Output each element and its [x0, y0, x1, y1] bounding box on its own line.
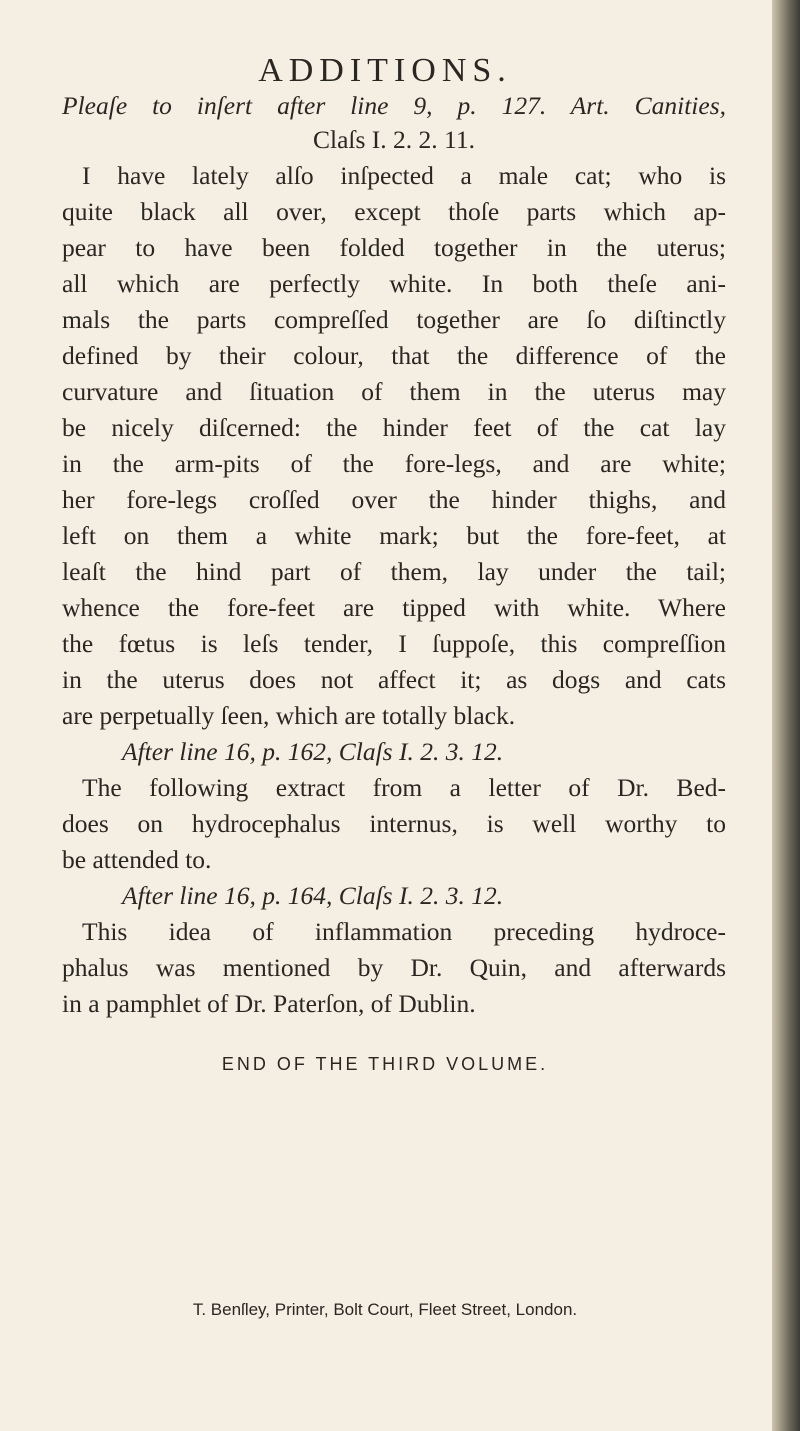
text-line: in a pamphlet of Dr. Paterſon, of Dublin.: [62, 989, 476, 1018]
text-line: all which are perfectly white. In both theſe ani-: [62, 269, 726, 298]
text-line: curvature and ſituation of them in the uterus may: [62, 377, 726, 406]
text-line: Claſs I. 2. 2. 11.: [313, 125, 475, 154]
text-line: left on them a white mark; but the fore-feet, at: [62, 521, 726, 550]
section-heading: After line 16, p. 164, Claſs I. 2. 3. 12.: [122, 881, 504, 910]
text-line: quite black all over, except thoſe parts which ap-: [62, 197, 726, 226]
text-line: mals the parts compreſſed together are ſo diſtinctly: [62, 305, 726, 334]
text-line: This idea of inflammation preceding hydroce-: [82, 917, 726, 946]
end-of-volume-note: END OF THE THIRD VOLUME.: [221, 1054, 549, 1074]
section-heading: After line 16, p. 162, Claſs I. 2. 3. 12.: [122, 737, 504, 766]
text-line: be nicely diſcerned: the hinder feet of the cat lay: [62, 413, 726, 442]
text-line: The following extract from a letter of Dr. Bed-: [82, 773, 726, 802]
text-line: in the arm-pits of the fore-legs, and are white;: [62, 449, 726, 478]
text-line: leaſt the hind part of them, lay under the tail;: [62, 557, 726, 586]
text-line: I have lately alſo inſpected a male cat; who is: [82, 161, 726, 190]
running-head: ADDITIONS.: [258, 52, 512, 89]
text-line: be attended to.: [62, 845, 212, 874]
text-line: her fore-legs croſſed over the hinder thighs, and: [62, 485, 726, 514]
printer-imprint: T. Benſley, Printer, Bolt Court, Fleet Street, London.: [192, 1300, 578, 1319]
text-line: phalus was mentioned by Dr. Quin, and afterwards: [62, 953, 726, 982]
text-line: defined by their colour, that the difference of the: [62, 341, 726, 370]
text-line: are perpetually ſeen, which are totally black.: [62, 701, 516, 730]
text-line: whence the fore-feet are tipped with white. Where: [62, 593, 726, 622]
text-line: Pleaſe to inſert after line 9, p. 127. Art. Canities,: [62, 91, 726, 120]
text-line: the fœtus is leſs tender, I ſuppoſe, this compreſſion: [62, 629, 726, 658]
text-line: does on hydrocephalus internus, is well worthy to: [62, 809, 726, 838]
text-line: pear to have been folded together in the uterus;: [62, 233, 726, 262]
text-line: in the uterus does not affect it; as dogs and cats: [62, 665, 726, 694]
